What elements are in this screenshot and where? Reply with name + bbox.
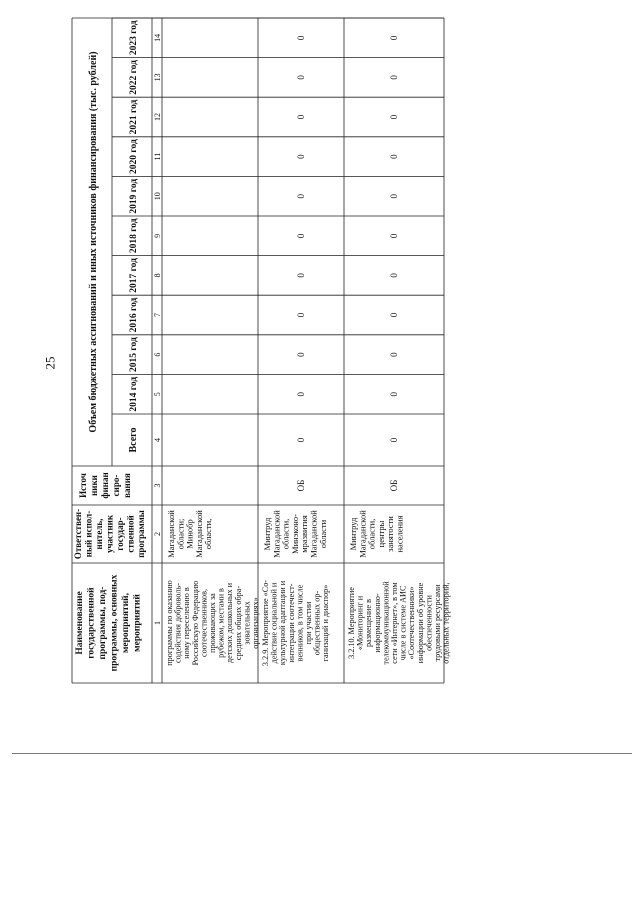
column-number: 1 xyxy=(153,621,162,625)
row-responsible-line: области, xyxy=(203,518,214,550)
row-value: 0 xyxy=(389,35,399,41)
row-name-line: детских дошкольных и xyxy=(225,583,235,663)
header-source-line: ники xyxy=(89,475,99,496)
header-name-line: программы, под- xyxy=(98,586,108,660)
header-year: 2015 год xyxy=(129,337,139,372)
row-responsible-line: Минэконо- xyxy=(289,514,300,554)
row-value: 0 xyxy=(389,233,399,239)
page-number: 25 xyxy=(42,356,58,370)
row-responsible-line: населения xyxy=(394,515,405,553)
row-name-line: трудовыми ресурсами xyxy=(433,584,442,662)
row-value: 0 xyxy=(296,233,306,239)
header-name-line: Наименование xyxy=(75,591,85,655)
row-value: 0 xyxy=(389,114,399,120)
header-responsible-line: участник xyxy=(104,514,115,554)
row-responsible-line: Магаданской xyxy=(193,510,204,558)
row-responsible-line: области xyxy=(317,519,328,549)
column-number: 9 xyxy=(153,233,162,238)
row-name-line: организациях» xyxy=(251,597,260,649)
row-source: ОБ xyxy=(389,479,399,492)
row-name-line: содействия доброволь- xyxy=(173,583,183,663)
row-name-line: действие социальной и xyxy=(269,582,279,664)
row-name-line: венников, в том числе xyxy=(295,584,305,662)
header-name-line: мероприятий xyxy=(132,594,143,652)
header-source-line: вания xyxy=(122,473,132,498)
row-name-line: общественных ор- xyxy=(312,590,322,656)
row-value: 0 xyxy=(296,437,306,443)
row-source: ОБ xyxy=(296,479,306,492)
row-value: 0 xyxy=(296,193,306,199)
row-value: 0 xyxy=(389,154,399,159)
column-number: 5 xyxy=(153,392,162,397)
column-number: 6 xyxy=(153,352,162,357)
row-name-line: ганизаций и диаспор» xyxy=(321,584,331,662)
page-divider xyxy=(12,753,632,754)
column-number: 10 xyxy=(153,192,162,201)
header-year: 2014 год xyxy=(129,376,139,412)
header-source-line: финан xyxy=(100,472,110,499)
row-name-line: сети «Интернет», в том xyxy=(390,582,399,664)
row-name-line: культурной адаптации и xyxy=(278,580,288,666)
row-name-line: «Мониторинг и xyxy=(355,595,365,651)
row-name-line: отдельных территорий, xyxy=(441,582,451,664)
row-responsible-line: занятости xyxy=(385,516,396,552)
header-total: Всего xyxy=(128,427,139,453)
row-responsible-line: Магаданской xyxy=(357,510,368,558)
row-responsible-line: Минтруд xyxy=(348,517,358,551)
row-name-line: рубежом, местами в xyxy=(216,588,226,658)
column-number: 4 xyxy=(153,438,162,442)
row-responsible-line: Магаданской xyxy=(308,510,319,558)
row-responsible-line: центры xyxy=(375,520,386,548)
row-name-line: средних общих обра- xyxy=(233,585,243,661)
header-year: 2022 год xyxy=(129,60,139,95)
header-source-line: Источ xyxy=(78,473,88,498)
row-value: 0 xyxy=(296,352,306,357)
row-name-line: 3.2.9. Мероприятие «Со- xyxy=(261,579,270,667)
column-number: 3 xyxy=(153,483,162,488)
funding-title: Объем бюджетных ассигнований и иных источников финансирования (тыс. рублей) xyxy=(88,51,99,433)
row-responsible-line: области; xyxy=(175,518,186,550)
row-value: 0 xyxy=(389,391,399,397)
row-name-line: зовательных xyxy=(242,601,252,645)
header-year: 2018 год xyxy=(129,218,139,254)
header-name-line: программы, основных xyxy=(109,574,120,672)
row-value: 0 xyxy=(296,154,306,159)
header-year: 2021 год xyxy=(129,99,139,135)
header-responsible-line: ный испол- xyxy=(83,510,94,558)
row-name-line: «Соотечественники» xyxy=(407,586,417,660)
row-value: 0 xyxy=(389,273,399,278)
row-name-line: 3.2.10. Мероприятие xyxy=(347,587,356,659)
column-number: 13 xyxy=(153,73,162,82)
row-name-line: размещение в xyxy=(364,599,374,647)
header-year: 2019 год xyxy=(129,178,139,214)
row-value: 0 xyxy=(296,75,306,80)
row-name-line: проживающих за xyxy=(208,593,217,653)
row-name-line: соотечественников, xyxy=(199,588,209,658)
row-responsible-line: Магаданской xyxy=(166,510,176,558)
row-name-line: ному переселению в xyxy=(182,587,192,659)
row-name-line: информационно- xyxy=(372,593,382,653)
column-number: 7 xyxy=(153,313,162,317)
row-value: 0 xyxy=(296,273,306,278)
row-value: 0 xyxy=(296,114,306,120)
header-name-line: государственной xyxy=(86,587,97,659)
column-number: 14 xyxy=(153,33,162,42)
row-name-line: при участии xyxy=(304,601,313,645)
row-value: 0 xyxy=(389,312,399,318)
row-value: 0 xyxy=(389,75,399,80)
header-responsible-line: государ- xyxy=(115,517,125,551)
row-responsible-line: Минтруд xyxy=(262,517,272,551)
row-value: 0 xyxy=(389,437,399,443)
header-year: 2016 год xyxy=(129,297,139,333)
header-responsible-line: ственной xyxy=(125,515,136,553)
row-name-line: обеспеченности xyxy=(424,595,434,651)
row-name-line: телекоммуникационной xyxy=(381,581,391,665)
row-name-line: интеграции соотечест- xyxy=(286,583,296,663)
row-name-line: числе в системе АИС xyxy=(398,585,408,661)
header-responsible-line: Ответствен- xyxy=(73,508,83,560)
header-name-line: мероприятий, xyxy=(121,592,131,654)
row-responsible-line: области, xyxy=(280,518,291,550)
row-value: 0 xyxy=(389,193,399,199)
row-value: 0 xyxy=(296,312,306,318)
row-responsible-line: мразвития xyxy=(299,515,310,553)
row-responsible-line: области, xyxy=(366,518,377,550)
header-responsible-line: нитель, xyxy=(94,518,104,550)
row-name-line: Российскую Федерацию xyxy=(190,580,200,666)
header-year: 2023 год xyxy=(129,20,139,56)
column-number: 2 xyxy=(153,532,162,536)
column-number: 12 xyxy=(153,113,162,121)
row-value: 0 xyxy=(296,391,306,397)
row-value: 0 xyxy=(389,352,399,357)
column-number: 8 xyxy=(153,273,162,278)
row-responsible-line: Магаданской xyxy=(271,510,282,558)
row-responsible-line: Минобр xyxy=(184,519,195,549)
row-value: 0 xyxy=(296,35,306,41)
header-year: 2017 год xyxy=(129,258,139,293)
column-number: 11 xyxy=(153,152,162,161)
header-responsible-line: программы xyxy=(136,510,146,558)
row-name-line: информации об уровне xyxy=(415,582,425,664)
header-year: 2020 год xyxy=(129,139,139,174)
row-name-line: программы по оказанию xyxy=(165,580,174,666)
header-source-line: сиро- xyxy=(111,474,121,497)
